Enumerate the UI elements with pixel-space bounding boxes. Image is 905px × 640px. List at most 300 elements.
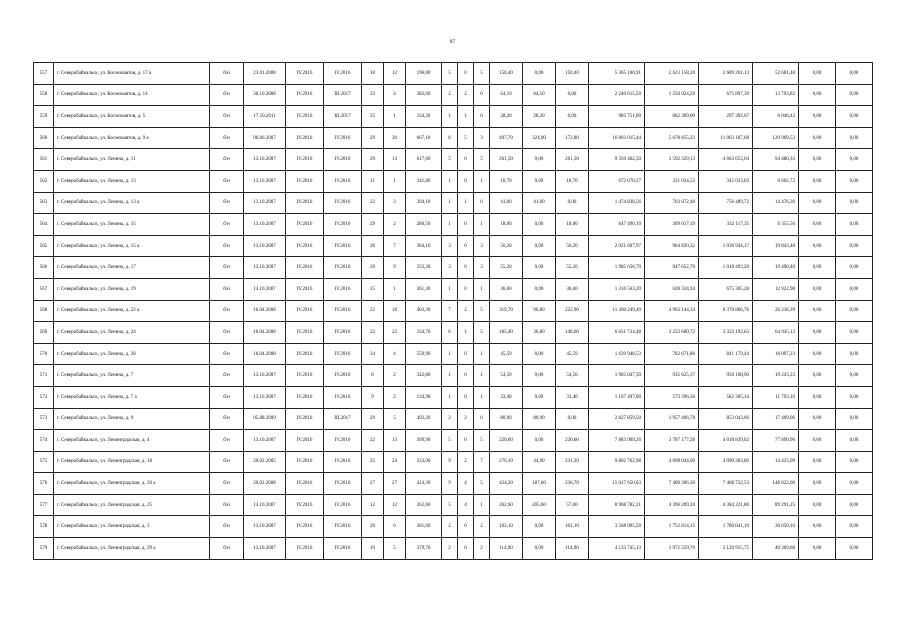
cell-sum-d: 0,00 <box>799 538 836 560</box>
cell-area-b: 55,20 <box>556 257 589 279</box>
cell-area: 559,96 <box>406 343 442 365</box>
cell-sum-total: 4 133 745,13 <box>589 538 645 560</box>
cell-date: 23.01.2008 <box>244 63 286 85</box>
cell-address: г. Северобайкальск, ул. Ленина, д. 9 <box>54 408 210 430</box>
cell-sum-d: 0,00 <box>799 192 836 214</box>
cell-col-8: 12 <box>384 63 406 85</box>
cell-doc-number: б/н <box>210 451 244 473</box>
cell-col-12: 5 <box>474 63 490 85</box>
cell-doc-number: б/н <box>210 127 244 149</box>
cell-sum-total: 9 802 762,98 <box>589 451 645 473</box>
cell-period-end: IV.2016 <box>324 516 362 538</box>
cell-col-8: 18 <box>384 300 406 322</box>
cell-col-11: 0 <box>458 430 474 452</box>
cell-sum-c: 6 355,56 <box>753 214 799 236</box>
cell-sum-d: 0,00 <box>799 516 836 538</box>
cell-area-total: 102,10 <box>490 516 523 538</box>
cell-col-11: 2 <box>458 84 474 106</box>
cell-sum-total: 672 670,27 <box>589 170 645 192</box>
cell-area-total: 220,60 <box>490 430 523 452</box>
cell-sum-b: 582 305,34 <box>699 386 753 408</box>
cell-address: г. Северобайкальск, ул. Ленинградская, д. 39 а <box>54 538 210 560</box>
cell-col-10: 5 <box>442 63 458 85</box>
cell-sum-b: 1 018 493,20 <box>699 257 753 279</box>
cell-col-11: 0 <box>458 257 474 279</box>
cell-sum-a: 1 550 924,29 <box>645 84 699 106</box>
table-row <box>34 106 873 128</box>
cell-period-start: IV.2016 <box>286 343 324 365</box>
cell-col-7: 8 <box>362 365 384 387</box>
cell-area: 333,00 <box>406 451 442 473</box>
cell-col-8: 1 <box>384 278 406 300</box>
cell-col-11: 2 <box>458 300 474 322</box>
cell-sum-b: 7 468 732,53 <box>699 473 753 495</box>
cell-sum-d: 0,00 <box>799 278 836 300</box>
table-row <box>34 430 873 452</box>
cell-sum-total: 2 240 615,50 <box>589 84 645 106</box>
cell-area: 262,60 <box>406 494 442 516</box>
cell-area-a: 0,00 <box>523 235 556 257</box>
cell-date: 13.10.2007 <box>244 257 286 279</box>
cell-sum-b: 332 117,35 <box>699 214 753 236</box>
cell-sum-e: 0,00 <box>836 516 873 538</box>
cell-sum-total: 9 350 462,50 <box>589 149 645 171</box>
cell-area-a: 28,20 <box>523 106 556 128</box>
cell-col-8: 2 <box>384 365 406 387</box>
cell-col-10: 6 <box>442 322 458 344</box>
cell-sum-a: 321 034,52 <box>645 170 699 192</box>
cell-col-8: 24 <box>384 451 406 473</box>
cell-sum-a: 703 872,48 <box>645 192 699 214</box>
cell-col-12: 1 <box>474 170 490 192</box>
cell-period-end: III.2017 <box>324 408 362 430</box>
cell-row-number: 578 <box>34 516 54 538</box>
cell-address: г. Северобайкальск, ул. Ленина, д. 7 а <box>54 386 210 408</box>
cell-area: 364,10 <box>406 235 442 257</box>
cell-address: г. Северобайкальск, ул. Космонавтов, д. 17 а <box>54 63 210 85</box>
cell-col-10: 1 <box>442 192 458 214</box>
cell-area: 493,20 <box>406 408 442 430</box>
cell-sum-c: 14 476,36 <box>753 192 799 214</box>
cell-col-10: 2 <box>442 538 458 560</box>
cell-sum-e: 0,00 <box>836 430 873 452</box>
cell-address: г. Северобайкальск, ул. Ленина, д. 17 <box>54 257 210 279</box>
cell-period-start: IV.2016 <box>286 278 324 300</box>
cell-col-7: 25 <box>362 106 384 128</box>
cell-col-7: 11 <box>362 170 384 192</box>
cell-sum-e: 0,00 <box>836 365 873 387</box>
cell-area-total: 64,10 <box>490 84 523 106</box>
cell-period-start: IV.2016 <box>286 322 324 344</box>
cell-sum-b: 4 663 653,04 <box>699 149 753 171</box>
table-row <box>34 516 873 538</box>
cell-col-8: 7 <box>384 235 406 257</box>
cell-col-11: 0 <box>458 343 474 365</box>
cell-sum-d: 0,00 <box>799 343 836 365</box>
cell-period-end: IV.2016 <box>324 430 362 452</box>
table-row <box>34 494 873 516</box>
cell-col-10: 7 <box>442 300 458 322</box>
cell-sum-d: 0,00 <box>799 365 836 387</box>
cell-period-end: IV.2016 <box>324 494 362 516</box>
cell-row-number: 562 <box>34 170 54 192</box>
cell-area-b: 261,50 <box>556 149 589 171</box>
cell-col-8: 6 <box>384 516 406 538</box>
cell-row-number: 568 <box>34 300 54 322</box>
cell-sum-b: 853 043,66 <box>699 408 753 430</box>
cell-date: 13.10.2007 <box>244 149 286 171</box>
cell-sum-c: 36 050,16 <box>753 516 799 538</box>
cell-area-total: 114,90 <box>490 538 523 560</box>
cell-sum-a: 1 752 814,15 <box>645 516 699 538</box>
cell-col-10: 5 <box>442 149 458 171</box>
cell-area-total: 319,70 <box>490 300 523 322</box>
cell-sum-d: 0,00 <box>799 451 836 473</box>
cell-sum-total: 985 751,00 <box>589 106 645 128</box>
cell-sum-b: 1 036 944,17 <box>699 235 753 257</box>
cell-sum-d: 0,00 <box>799 430 836 452</box>
cell-doc-number: б/н <box>210 84 244 106</box>
cell-sum-c: 120 969,53 <box>753 127 799 149</box>
cell-area-b: 114,90 <box>556 538 589 560</box>
cell-date: 13.10.2007 <box>244 235 286 257</box>
cell-sum-b: 675 897,39 <box>699 84 753 106</box>
cell-col-8: 13 <box>384 430 406 452</box>
cell-address: г. Северобайкальск, ул. Ленинградская, д. 3 <box>54 516 210 538</box>
cell-sum-e: 0,00 <box>836 386 873 408</box>
cell-date: 13.10.2007 <box>244 516 286 538</box>
cell-col-10: 3 <box>442 257 458 279</box>
cell-col-11: 0 <box>458 278 474 300</box>
cell-area-total: 424,30 <box>490 473 523 495</box>
cell-col-12: 5 <box>474 300 490 322</box>
cell-area-a: 0,00 <box>523 343 556 365</box>
cell-area-a: 64,10 <box>523 84 556 106</box>
cell-col-7: 20 <box>362 516 384 538</box>
cell-doc-number: б/н <box>210 106 244 128</box>
cell-area-b: 18,00 <box>556 214 589 236</box>
cell-sum-d: 0,00 <box>799 63 836 85</box>
cell-col-11: 1 <box>458 322 474 344</box>
cell-sum-c: 6 048,43 <box>753 106 799 128</box>
cell-sum-c: 94 480,33 <box>753 149 799 171</box>
cell-period-end: IV.2016 <box>324 127 362 149</box>
cell-col-8: 9 <box>384 257 406 279</box>
cell-area: 382,60 <box>406 84 442 106</box>
cell-sum-e: 0,00 <box>836 170 873 192</box>
cell-sum-a: 4 698 044,00 <box>645 451 699 473</box>
cell-doc-number: б/н <box>210 343 244 365</box>
cell-period-end: III.2017 <box>324 106 362 128</box>
cell-period-end: IV.2016 <box>324 214 362 236</box>
cell-row-number: 573 <box>34 408 54 430</box>
cell-area-b: 102,10 <box>556 516 589 538</box>
cell-sum-c: 64 945,13 <box>753 322 799 344</box>
cell-row-number: 569 <box>34 322 54 344</box>
cell-col-11: 2 <box>458 408 474 430</box>
cell-period-end: IV.2016 <box>324 257 362 279</box>
cell-area-b: 45,59 <box>556 343 589 365</box>
cell-col-11: 0 <box>458 63 474 85</box>
cell-col-11: 1 <box>458 106 474 128</box>
cell-sum-b: 297 392,67 <box>699 106 753 128</box>
cell-sum-b: 4 090 283,89 <box>699 451 753 473</box>
cell-area-b: 0,00 <box>556 192 589 214</box>
cell-row-number: 566 <box>34 257 54 279</box>
cell-date: 20.02.2008 <box>244 473 286 495</box>
cell-area: 424,30 <box>406 473 442 495</box>
cell-area-b: 36,60 <box>556 278 589 300</box>
cell-date: 05.08.2009 <box>244 408 286 430</box>
cell-address: г. Северобайкальск, ул. Ленина, д. 22 а <box>54 300 210 322</box>
cell-sum-a: 4 963 144,34 <box>645 300 699 322</box>
cell-col-7: 29 <box>362 214 384 236</box>
table-row <box>34 149 873 171</box>
cell-area-total: 18,70 <box>490 170 523 192</box>
cell-date: 06.06.2007 <box>244 127 286 149</box>
housing-table <box>33 62 873 560</box>
cell-col-10: 1 <box>442 365 458 387</box>
cell-area-b: 18,70 <box>556 170 589 192</box>
cell-sum-total: 2 827 859,50 <box>589 408 645 430</box>
cell-col-7: 15 <box>362 278 384 300</box>
cell-period-start: IV.2016 <box>286 430 324 452</box>
cell-col-12: 2 <box>474 538 490 560</box>
cell-sum-d: 0,00 <box>799 170 836 192</box>
cell-period-end: IV.2016 <box>324 235 362 257</box>
cell-area-a: 96,80 <box>523 300 556 322</box>
cell-sum-e: 0,00 <box>836 235 873 257</box>
cell-doc-number: б/н <box>210 214 244 236</box>
cell-sum-a: 573 396,36 <box>645 386 699 408</box>
cell-sum-a: 964 820,32 <box>645 235 699 257</box>
cell-period-start: IV.2016 <box>286 538 324 560</box>
cell-sum-c: 52 681,48 <box>753 63 799 85</box>
cell-period-end: III.2017 <box>324 84 362 106</box>
cell-col-8: 22 <box>384 322 406 344</box>
cell-sum-a: 1 972 559,70 <box>645 538 699 560</box>
cell-date: 13.10.2007 <box>244 430 286 452</box>
table-row <box>34 235 873 257</box>
cell-period-start: IV.2016 <box>286 386 324 408</box>
cell-area-b: 172,80 <box>556 127 589 149</box>
cell-col-12: 1 <box>474 494 490 516</box>
table-row <box>34 322 873 344</box>
cell-sum-e: 0,00 <box>836 63 873 85</box>
cell-col-10: 1 <box>442 343 458 365</box>
cell-period-start: IV.2016 <box>286 149 324 171</box>
table-row <box>34 257 873 279</box>
cell-col-10: 5 <box>442 494 458 516</box>
cell-period-start: IV.2016 <box>286 408 324 430</box>
cell-sum-total: 1 639 948,53 <box>589 343 645 365</box>
table-row <box>34 63 873 85</box>
cell-area-b: 222,90 <box>556 300 589 322</box>
cell-sum-e: 0,00 <box>836 451 873 473</box>
cell-period-end: IV.2016 <box>324 149 362 171</box>
table-row <box>34 473 873 495</box>
cell-col-8: 14 <box>384 149 406 171</box>
cell-col-11: 0 <box>458 235 474 257</box>
cell-row-number: 574 <box>34 430 54 452</box>
cell-area-a: 0,00 <box>523 278 556 300</box>
cell-col-8: 1 <box>384 170 406 192</box>
cell-col-10: 5 <box>442 430 458 452</box>
cell-address: г. Северобайкальск, ул. Космонавтов, д. 9 а <box>54 127 210 149</box>
cell-area-a: 0,00 <box>523 63 556 85</box>
cell-area-total: 56,20 <box>490 235 523 257</box>
cell-sum-a: 3 592 329,13 <box>645 149 699 171</box>
cell-area-a: 187,60 <box>523 473 556 495</box>
cell-col-12: 7 <box>474 451 490 473</box>
cell-sum-d: 0,00 <box>799 84 836 106</box>
cell-sum-b: 11 003 187,68 <box>699 127 753 149</box>
cell-date: 13.10.2007 <box>244 214 286 236</box>
cell-col-12: 1 <box>474 386 490 408</box>
cell-sum-a: 3 233 680,72 <box>645 322 699 344</box>
cell-period-end: IV.2016 <box>324 322 362 344</box>
cell-address: г. Северобайкальск, ул. Космонавтов, д. 5 <box>54 106 210 128</box>
cell-period-end: IV.2016 <box>324 278 362 300</box>
cell-area-b: 231,20 <box>556 451 589 473</box>
cell-col-7: 18 <box>362 63 384 85</box>
cell-sum-b: 4 018 839,02 <box>699 430 753 452</box>
cell-row-number: 579 <box>34 538 54 560</box>
cell-sum-e: 0,00 <box>836 343 873 365</box>
cell-col-10: 1 <box>442 170 458 192</box>
cell-sum-c: 19 243,23 <box>753 365 799 387</box>
cell-col-8: 1 <box>384 106 406 128</box>
cell-sum-b: 345 033,03 <box>699 170 753 192</box>
cell-area: 196,00 <box>406 63 442 85</box>
table-row <box>34 408 873 430</box>
cell-sum-d: 0,00 <box>799 322 836 344</box>
cell-doc-number: б/н <box>210 192 244 214</box>
cell-col-11: 4 <box>458 473 474 495</box>
cell-sum-c: 19 490,40 <box>753 257 799 279</box>
cell-col-7: 33 <box>362 84 384 106</box>
cell-doc-number: б/н <box>210 322 244 344</box>
cell-date: 13.10.2007 <box>244 494 286 516</box>
cell-period-end: IV.2016 <box>324 538 362 560</box>
cell-col-12: 5 <box>474 149 490 171</box>
table-row <box>34 127 873 149</box>
table-row <box>34 300 873 322</box>
cell-area-total: 28,20 <box>490 106 523 128</box>
cell-date: 13.10.2007 <box>244 278 286 300</box>
cell-area: 334,20 <box>406 106 442 128</box>
cell-col-10: 1 <box>442 214 458 236</box>
cell-area-total: 80,90 <box>490 408 523 430</box>
cell-area-b: 150,40 <box>556 63 589 85</box>
cell-col-12: 0 <box>474 192 490 214</box>
cell-doc-number: б/н <box>210 386 244 408</box>
cell-sum-c: 89 291,25 <box>753 494 799 516</box>
cell-date: 13.10.2007 <box>244 365 286 387</box>
cell-col-8: 2 <box>384 386 406 408</box>
cell-sum-b: 841 179,44 <box>699 343 753 365</box>
cell-area-total: 41,00 <box>490 192 523 214</box>
cell-sum-e: 0,00 <box>836 408 873 430</box>
cell-sum-d: 0,00 <box>799 257 836 279</box>
cell-period-end: IV.2016 <box>324 63 362 85</box>
cell-col-11: 4 <box>458 494 474 516</box>
cell-sum-total: 1 985 636,70 <box>589 257 645 279</box>
cell-row-number: 557 <box>34 63 54 85</box>
cell-area-total: 54,50 <box>490 365 523 387</box>
table-row <box>34 214 873 236</box>
cell-area: 309,90 <box>406 430 442 452</box>
cell-sum-total: 1 316 563,20 <box>589 278 645 300</box>
cell-col-7: 26 <box>362 235 384 257</box>
cell-col-11: 2 <box>458 451 474 473</box>
cell-col-11: 0 <box>458 538 474 560</box>
cell-address: г. Северобайкальск, ул. Ленина, д. 28 <box>54 343 210 365</box>
cell-col-7: 22 <box>362 430 384 452</box>
cell-col-11: 0 <box>458 214 474 236</box>
cell-col-10: 2 <box>442 408 458 430</box>
cell-col-11: 0 <box>458 170 474 192</box>
cell-address: г. Северобайкальск, ул. Ленинградская, д. 25 <box>54 494 210 516</box>
cell-area-total: 497,70 <box>490 127 523 149</box>
cell-col-7: 29 <box>362 408 384 430</box>
cell-date: 13.10.2007 <box>244 192 286 214</box>
cell-date: 16.04.2008 <box>244 322 286 344</box>
cell-period-end: IV.2016 <box>324 192 362 214</box>
cell-sum-b: 6 370 866,76 <box>699 300 753 322</box>
cell-col-10: 8 <box>442 127 458 149</box>
cell-col-10: 9 <box>442 473 458 495</box>
table-row <box>34 538 873 560</box>
cell-row-number: 560 <box>34 127 54 149</box>
cell-address: г. Северобайкальск, ул. Ленинградская, д. 18 <box>54 451 210 473</box>
cell-area-b: 0,00 <box>556 84 589 106</box>
cell-col-8: 27 <box>384 473 406 495</box>
cell-sum-e: 0,00 <box>836 84 873 106</box>
cell-period-start: IV.2016 <box>286 494 324 516</box>
cell-sum-total: 1 167 497,00 <box>589 386 645 408</box>
cell-period-end: IV.2016 <box>324 300 362 322</box>
cell-col-8: 4 <box>384 343 406 365</box>
cell-date: 30.10.2008 <box>244 84 286 106</box>
cell-sum-d: 0,00 <box>799 494 836 516</box>
cell-area: 301,60 <box>406 516 442 538</box>
cell-col-7: 29 <box>362 149 384 171</box>
cell-col-10: 2 <box>442 84 458 106</box>
cell-area: 394,10 <box>406 192 442 214</box>
cell-sum-d: 0,00 <box>799 106 836 128</box>
cell-address: г. Северобайкальск, ул. Ленинградская, д. 20 а <box>54 473 210 495</box>
cell-doc-number: б/н <box>210 430 244 452</box>
cell-col-11: 0 <box>458 365 474 387</box>
cell-area-a: 324,90 <box>523 127 556 149</box>
cell-area-total: 185,40 <box>490 322 523 344</box>
cell-sum-e: 0,00 <box>836 127 873 149</box>
cell-area-a: 0,00 <box>523 149 556 171</box>
cell-col-12: 5 <box>474 473 490 495</box>
cell-area: 617,60 <box>406 149 442 171</box>
cell-sum-c: 26 238,39 <box>753 300 799 322</box>
cell-sum-e: 0,00 <box>836 257 873 279</box>
cell-col-12: 0 <box>474 84 490 106</box>
cell-area-total: 36,60 <box>490 278 523 300</box>
cell-sum-d: 0,00 <box>799 386 836 408</box>
cell-area: 342,80 <box>406 365 442 387</box>
cell-col-11: 0 <box>458 149 474 171</box>
cell-address: г. Северобайкальск, ул. Ленина, д. 15 <box>54 214 210 236</box>
cell-col-8: 4 <box>384 84 406 106</box>
cell-col-11: 1 <box>458 192 474 214</box>
